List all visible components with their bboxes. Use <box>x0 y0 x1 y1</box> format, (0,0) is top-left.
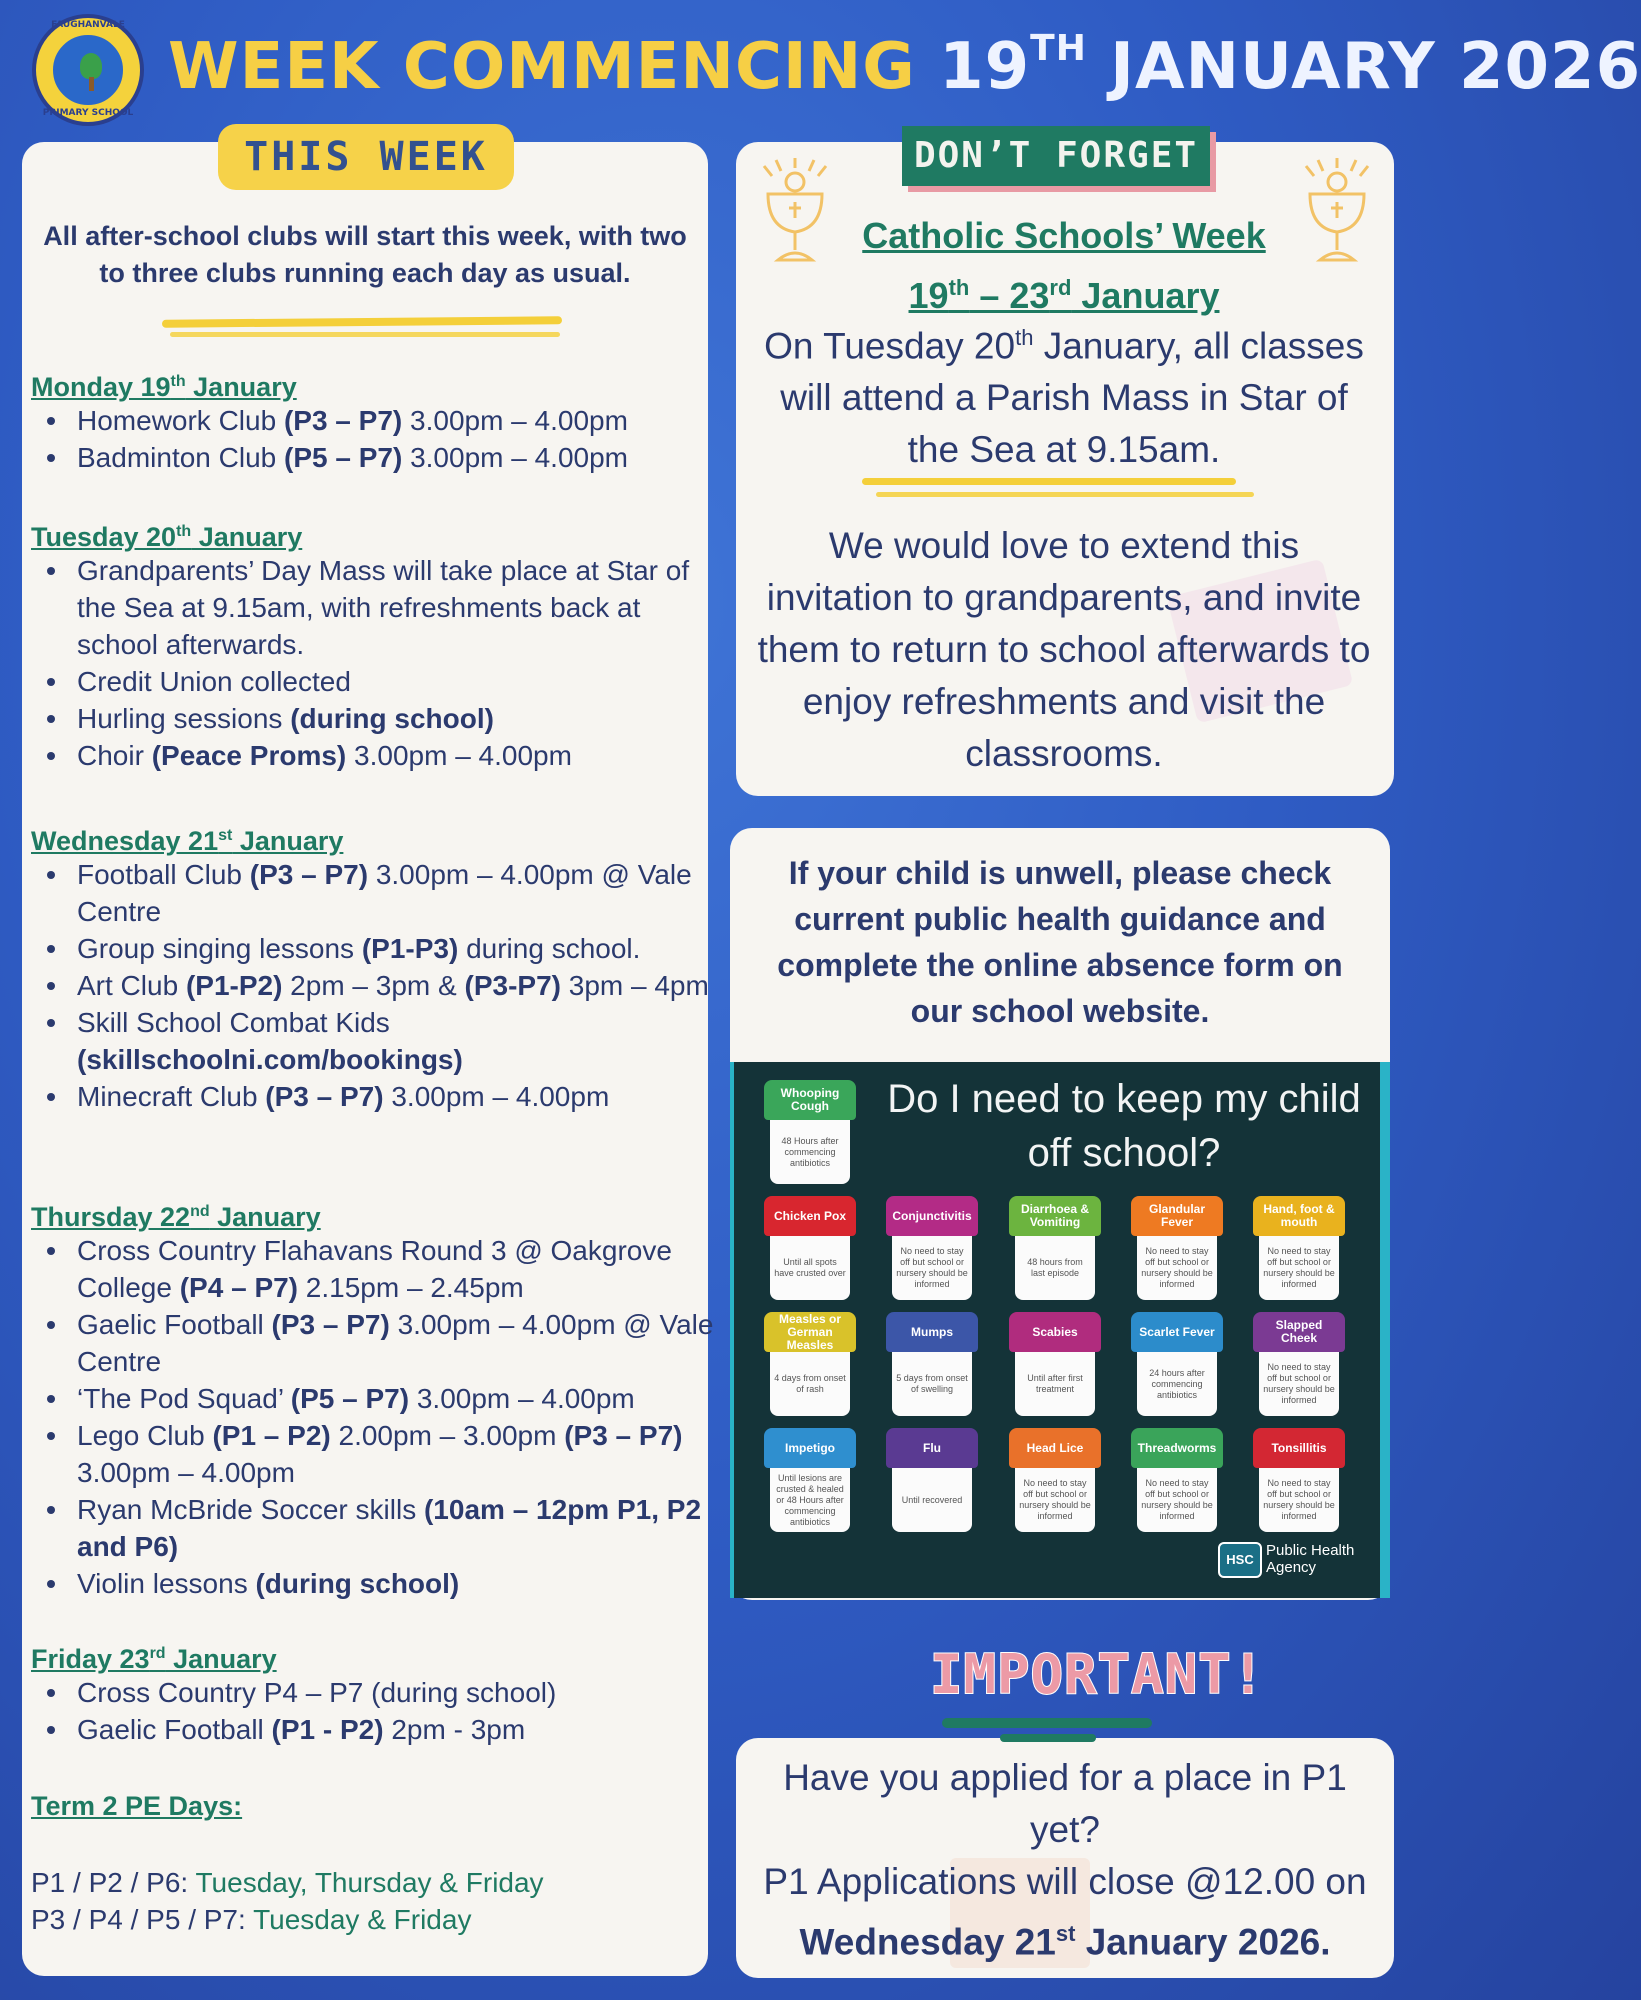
illness-name: Slapped Cheek <box>1253 1312 1345 1352</box>
item-text: Violin lessons <box>77 1568 256 1599</box>
list-item <box>77 1491 717 1565</box>
item-text: Lego Club <box>77 1420 213 1451</box>
illness-exclusion-note: No need to stay off but school or nursery should be informed <box>1259 1352 1339 1416</box>
illness-exclusion-note: No need to stay off but school or nursery should be informed <box>1137 1468 1217 1532</box>
public-health-agency-text: Public Health Agency <box>1266 1542 1355 1576</box>
list-item <box>77 856 717 930</box>
illness-name: Tonsillitis <box>1253 1428 1345 1468</box>
illness-card <box>886 1196 978 1300</box>
day-month: January <box>185 372 297 402</box>
poster-title: Do I need to keep my child off school? <box>887 1077 1361 1175</box>
item-highlight: (during school) <box>255 1568 460 1599</box>
item-text: Cross Country P4 – P7 (during school) <box>77 1677 557 1708</box>
illness-exclusion-note: No need to stay off but school or nursery should be informed <box>1259 1468 1339 1532</box>
illness-name: Impetigo <box>764 1428 856 1468</box>
illness-exclusion-note: 48 hours from last episode <box>1015 1236 1095 1300</box>
day-item-list <box>31 402 717 476</box>
illness-name: Conjunctivitis <box>886 1196 978 1236</box>
pe-row <box>31 1901 471 1938</box>
item-text: 2pm - 3pm <box>383 1714 526 1745</box>
list-item <box>77 1674 717 1711</box>
dont-forget-label: DON’T FORGET <box>902 126 1210 186</box>
item-highlight: (P5 – P7) <box>284 442 403 473</box>
illness-name: Scarlet Fever <box>1131 1312 1223 1352</box>
illness-exclusion-note: No need to stay off but school or nursery should be informed <box>1137 1236 1217 1300</box>
illness-name: Threadworms <box>1131 1428 1223 1468</box>
illness-name: Chicken Pox <box>764 1196 856 1236</box>
illness-exclusion-note: 48 Hours after commencing antibiotics <box>770 1120 850 1184</box>
day-item-list <box>31 1674 717 1748</box>
item-text: Homework Club <box>77 405 284 436</box>
list-item <box>77 1711 717 1748</box>
illness-card <box>1253 1428 1345 1532</box>
pe-days-title: Term 2 PE Days: <box>31 1791 243 1821</box>
item-text: 3.00pm – 4.00pm <box>402 442 628 473</box>
item-text: during school. <box>458 933 641 964</box>
cs-title-line1: Catholic Schools’ Week <box>862 215 1266 256</box>
item-text: Minecraft Club <box>77 1081 266 1112</box>
logo-bottom-text: PRIMARY SCHOOL <box>42 108 134 118</box>
pe-days: Tuesday, Thursday & Friday <box>195 1867 544 1898</box>
list-item <box>77 930 717 967</box>
logo-top-text: FAUGHANVALE <box>51 20 125 30</box>
illness-card <box>1009 1428 1101 1532</box>
p1-deadline-day: Wednesday 21 <box>799 1921 1056 1963</box>
illness-exclusion-note: No need to stay off but school or nursery should be informed <box>1259 1236 1339 1300</box>
list-item <box>77 552 717 663</box>
item-text: 2.00pm – 3.00pm <box>330 1420 565 1451</box>
mass-text-b: January, all classes will attend a Parish Mass in Star of the Sea at 9.15am. <box>780 325 1364 471</box>
item-text: Credit Union collected <box>77 666 351 697</box>
p1-deadline <box>744 1908 1386 1968</box>
item-highlight: (10am – 12pm P1, P2 and P6) <box>77 1494 702 1562</box>
decorative-underline <box>942 1718 1152 1728</box>
day-item-list <box>31 1232 717 1602</box>
list-item <box>77 1232 717 1306</box>
illness-poster <box>730 1062 1390 1598</box>
item-text: 3.00pm – 4.00pm @ Vale Centre <box>77 1309 714 1377</box>
item-text: 3.00pm – 4.00pm <box>409 1383 635 1414</box>
illness-card <box>764 1196 856 1300</box>
item-text: Hurling sessions <box>77 703 291 734</box>
pe-row <box>31 1864 544 1901</box>
page-title <box>168 22 1641 112</box>
list-item <box>77 1565 717 1602</box>
day-name: Monday 19 <box>31 372 171 402</box>
decorative-underline <box>1000 1734 1096 1742</box>
cs-date-month: January <box>1071 275 1220 316</box>
clubs-intro: All after-school clubs will start this week, with two to three clubs running each day as usual. <box>43 221 687 288</box>
illness-name: Hand, foot & mouth <box>1253 1196 1345 1236</box>
item-highlight: (P3 – P7) <box>249 859 369 890</box>
cs-date-start: 19 <box>908 275 949 316</box>
day-heading <box>31 1636 277 1677</box>
item-highlight: (skillschoolni.com/bookings) <box>77 1044 463 1075</box>
day-heading <box>31 514 302 555</box>
item-highlight: (P4 – P7) <box>179 1272 299 1303</box>
list-item <box>77 1306 717 1380</box>
illness-name: Mumps <box>886 1312 978 1352</box>
illness-card <box>1131 1312 1223 1416</box>
mass-text-a: On Tuesday 20 <box>764 325 1016 367</box>
illness-name: Flu <box>886 1428 978 1468</box>
important-label: IMPORTANT! <box>930 1643 1266 1706</box>
title-day: 19 <box>939 30 1031 104</box>
day-suffix: rd <box>149 1645 166 1662</box>
pe-days: Tuesday & Friday <box>253 1904 472 1935</box>
illness-card <box>764 1428 856 1532</box>
day-suffix: st <box>218 827 233 844</box>
item-highlight: (P3-P7) <box>464 970 561 1001</box>
illness-card <box>1253 1196 1345 1300</box>
title-month-year: JANUARY 2026 <box>1110 30 1641 104</box>
item-text: Badminton Club <box>77 442 285 473</box>
p1-applications-text <box>744 1752 1386 1968</box>
cs-date-end-suffix: rd <box>1049 275 1072 300</box>
item-text: Choir <box>77 740 152 771</box>
item-text: Ryan McBride Soccer skills <box>77 1494 424 1525</box>
item-text: Grandparents’ Day Mass will take place at Star of the Sea at 9.15am, with refreshments back at school afterwards. <box>77 555 690 660</box>
school-logo <box>32 14 144 126</box>
day-heading <box>31 818 343 859</box>
logo-shield <box>50 32 126 108</box>
item-text: 3.00pm – 4.00pm <box>77 1457 295 1488</box>
illness-card <box>764 1312 856 1416</box>
mass-text-suffix: th <box>1015 325 1034 350</box>
item-highlight: (P1-P3) <box>361 933 459 964</box>
day-name: Tuesday 20 <box>31 522 177 552</box>
item-highlight: (P1-P2) <box>185 970 283 1001</box>
list-item <box>77 439 717 476</box>
unwell-guidance-text: If your child is unwell, please check current public health guidance and complete the online absence form on our school website. <box>777 855 1343 1029</box>
day-month: January <box>191 522 303 552</box>
illness-exclusion-note: Until lesions are crusted & healed or 48 Hours after commencing antibiotics <box>770 1468 850 1532</box>
illness-exclusion-note: No need to stay off but school or nursery should be informed <box>1015 1468 1095 1532</box>
cs-date-end: – 23 <box>969 275 1050 316</box>
illness-name: Glandular Fever <box>1131 1196 1223 1236</box>
tree-icon <box>80 53 102 79</box>
day-month: January <box>209 1202 321 1232</box>
item-text: 2pm – 3pm & <box>282 970 465 1001</box>
day-suffix: nd <box>190 1203 210 1220</box>
day-name: Thursday 22 <box>31 1202 191 1232</box>
illness-card <box>886 1312 978 1416</box>
item-text: 2.15pm – 2.45pm <box>298 1272 524 1303</box>
list-item <box>77 1417 717 1491</box>
illness-exclusion-note: Until recovered <box>892 1468 972 1532</box>
list-item <box>77 1004 717 1078</box>
item-text: 3pm – 4pm <box>560 970 709 1001</box>
illness-card <box>1009 1312 1101 1416</box>
decorative-underline <box>862 478 1236 485</box>
illness-name: Scabies <box>1009 1312 1101 1352</box>
item-highlight: (P3 – P7) <box>283 405 403 436</box>
item-text: 3.00pm – 4.00pm <box>402 405 628 436</box>
item-text: 3.00pm – 4.00pm <box>346 740 572 771</box>
day-suffix: th <box>170 373 186 390</box>
day-name: Friday 23 <box>31 1644 150 1674</box>
p1-question: Have you applied for a place in P1 yet? <box>783 1757 1347 1850</box>
illness-card <box>1253 1312 1345 1416</box>
illness-name: Diarrhoea & Vomiting <box>1009 1196 1101 1236</box>
day-suffix: th <box>176 523 192 540</box>
p1-closing: P1 Applications will close @12.00 on <box>763 1861 1367 1902</box>
item-highlight: (P1 - P2) <box>271 1714 384 1745</box>
illness-card <box>1131 1196 1223 1300</box>
day-heading <box>31 364 297 405</box>
item-text: Group singing lessons <box>77 933 362 964</box>
illness-card <box>1009 1196 1101 1300</box>
item-text: Football Club <box>77 859 250 890</box>
day-month: January <box>232 826 344 856</box>
item-highlight: (Peace Proms) <box>151 740 347 771</box>
day-month: January <box>165 1644 277 1674</box>
item-text: Gaelic Football <box>77 1309 272 1340</box>
illness-exclusion-note: 24 hours after commencing antibiotics <box>1137 1352 1217 1416</box>
pe-classes: P1 / P2 / P6: <box>31 1867 196 1898</box>
grandparents-invite-text: We would love to extend this invitation to grandparents, and invite them to return to school afterwards to enjoy refreshments and visit the classrooms. <box>757 525 1371 774</box>
item-highlight: (P3 – P7) <box>564 1420 683 1451</box>
item-highlight: (during school) <box>290 703 494 734</box>
list-item <box>77 700 717 737</box>
item-text: 3.00pm – 4.00pm <box>383 1081 610 1112</box>
item-text: Cross Country Flahavans Round 3 @ Oakgrove College <box>77 1235 672 1303</box>
illness-exclusion-note: 5 days from onset of swelling <box>892 1352 972 1416</box>
list-item <box>77 663 717 700</box>
illness-card <box>886 1428 978 1532</box>
p1-deadline-suffix: st <box>1055 1921 1076 1946</box>
day-item-list <box>31 856 717 1115</box>
catholic-schools-week-title <box>760 210 1368 322</box>
item-text: Gaelic Football <box>77 1714 272 1745</box>
day-item-list <box>31 552 717 774</box>
item-text: ‘The Pod Squad’ <box>77 1383 291 1414</box>
item-text: Art Club <box>77 970 186 1001</box>
parish-mass-text <box>752 312 1376 476</box>
list-item <box>77 737 717 774</box>
decorative-underline <box>170 332 560 337</box>
item-highlight: (P5 – P7) <box>290 1383 410 1414</box>
pe-classes: P3 / P4 / P5 / P7: <box>31 1904 254 1935</box>
illness-name: Measles or German Measles <box>764 1312 856 1352</box>
illness-exclusion-note: Until all spots have crusted over <box>770 1236 850 1300</box>
item-highlight: (P3 – P7) <box>265 1081 384 1112</box>
title-week-commencing: WEEK COMMENCING <box>168 30 916 104</box>
illness-card <box>764 1080 856 1184</box>
p1-deadline-date: January 2026. <box>1075 1921 1331 1963</box>
illness-name: Head Lice <box>1009 1428 1101 1468</box>
illness-name: Whooping Cough <box>764 1080 856 1120</box>
illness-exclusion-note: 4 days from onset of rash <box>770 1352 850 1416</box>
list-item <box>77 1078 717 1115</box>
illness-exclusion-note: No need to stay off but school or nursery should be informed <box>892 1236 972 1300</box>
day-name: Wednesday 21 <box>31 826 219 856</box>
illness-exclusion-note: Until after first treatment <box>1015 1352 1095 1416</box>
tree-trunk <box>89 77 94 91</box>
this-week-label: THIS WEEK <box>218 124 514 190</box>
list-item <box>77 402 717 439</box>
item-highlight: (P1 – P2) <box>212 1420 331 1451</box>
cs-date-start-suffix: th <box>948 275 970 300</box>
item-text: Skill School Combat Kids <box>77 1007 390 1038</box>
decorative-underline <box>876 492 1254 497</box>
illness-card <box>1131 1428 1223 1532</box>
item-text: 3.00pm – 4.00pm @ Vale Centre <box>77 859 692 927</box>
item-highlight: (P3 – P7) <box>271 1309 390 1340</box>
list-item <box>77 967 717 1004</box>
day-heading <box>31 1194 321 1235</box>
title-day-suffix: TH <box>1030 28 1087 69</box>
hsc-logo: HSC <box>1218 1542 1262 1578</box>
list-item <box>77 1380 717 1417</box>
